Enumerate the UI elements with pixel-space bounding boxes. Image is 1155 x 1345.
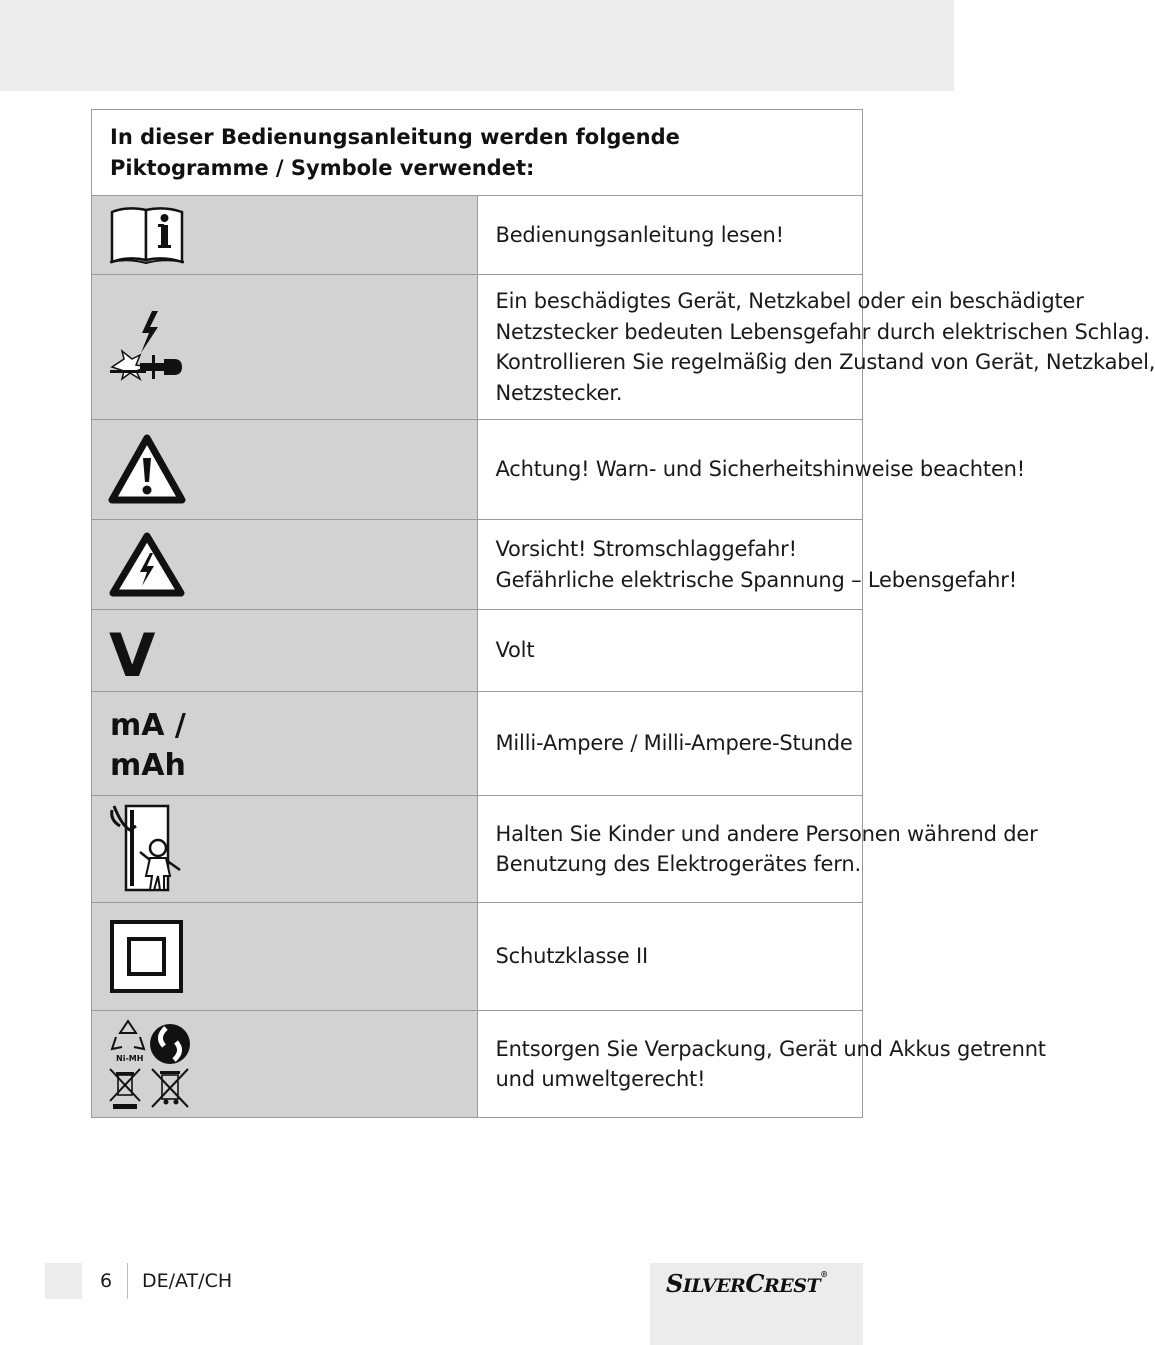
description-line: Netzstecker. bbox=[495, 380, 623, 405]
description-cell bbox=[477, 275, 1155, 420]
description-line: Schutzklasse II bbox=[495, 944, 648, 969]
table-row bbox=[92, 275, 863, 420]
table-row bbox=[92, 903, 863, 1011]
mah-label: mAh bbox=[110, 748, 186, 783]
read-manual-icon bbox=[92, 196, 212, 275]
description-line: Kontrollieren Sie regelmäßig den Zustand von Gerät, Netzkabel, bbox=[495, 350, 1155, 374]
description-line: Bedienungsanleitung lesen! bbox=[495, 222, 784, 247]
description-cell bbox=[477, 520, 1017, 610]
brand-initial: S bbox=[666, 1269, 683, 1298]
description-cell bbox=[477, 796, 1038, 903]
crossed-bin-icon bbox=[152, 1069, 188, 1107]
table-row bbox=[92, 610, 863, 692]
recycle-nimh-icon bbox=[112, 1021, 144, 1063]
description-line: Vorsicht! Stromschlaggefahr! bbox=[495, 537, 797, 561]
icon-cell bbox=[92, 520, 478, 610]
description-line: Milli-Ampere / Milli-Ampere-Stunde bbox=[495, 731, 853, 756]
description-cell bbox=[477, 420, 1025, 520]
disposal-icons bbox=[92, 1011, 212, 1118]
description-line: Entsorgen Sie Verpackung, Gerät und Akkus getrennt bbox=[495, 1036, 1046, 1061]
keep-children-away-icon bbox=[92, 796, 212, 903]
icon-cell bbox=[92, 610, 478, 692]
brand-text: REST bbox=[763, 1275, 821, 1297]
description-cell bbox=[477, 610, 863, 692]
footer-marker bbox=[45, 1263, 82, 1299]
brand-box bbox=[650, 1263, 863, 1345]
header-line-1: In dieser Bedienungsanleitung werden folgende bbox=[110, 124, 680, 149]
table-row bbox=[92, 796, 863, 903]
table-header-row bbox=[92, 110, 863, 196]
milliampere-icon bbox=[110, 706, 186, 786]
brand-text: ILVER bbox=[682, 1275, 746, 1297]
symbol-table bbox=[91, 109, 1155, 1118]
description-line: und umweltgerecht! bbox=[495, 1067, 706, 1091]
crossed-bin-icon bbox=[110, 1069, 140, 1109]
nimh-label: Ni-MH bbox=[116, 1054, 144, 1063]
ma-label: mA / bbox=[110, 708, 186, 743]
top-band bbox=[0, 0, 954, 91]
description-line: Achtung! Warn- und Sicherheitshinweise beachten! bbox=[495, 457, 1025, 482]
description-line: Benutzung des Elektrogerätes fern. bbox=[495, 852, 861, 876]
icon-cell bbox=[92, 196, 478, 275]
table-row bbox=[92, 1011, 863, 1118]
electric-shock-icon bbox=[92, 520, 212, 610]
table-header bbox=[92, 110, 863, 196]
icon-cell bbox=[92, 903, 478, 1011]
description-line: Gefährliche elektrische Spannung – Lebensgefahr! bbox=[495, 567, 1017, 592]
brand-logo bbox=[666, 1269, 828, 1298]
protection-class-ii-icon bbox=[92, 903, 212, 1011]
description-cell bbox=[477, 903, 863, 1011]
icon-cell bbox=[92, 692, 478, 796]
volt-icon bbox=[92, 610, 212, 692]
table-row bbox=[92, 692, 863, 796]
description-cell bbox=[477, 1011, 1046, 1118]
table-row bbox=[92, 520, 863, 610]
description-cell bbox=[477, 196, 863, 275]
brand-initial: C bbox=[745, 1269, 764, 1298]
icon-cell bbox=[92, 796, 478, 903]
damaged-plug-icon bbox=[92, 275, 212, 420]
header-line-2: Piktogramme / Symbole verwendet: bbox=[110, 155, 535, 180]
description-line: Netzstecker bedeuten Lebensgefahr durch elektrischen Schlag. bbox=[495, 319, 1150, 344]
icon-cell bbox=[92, 420, 478, 520]
warning-triangle-icon bbox=[92, 420, 212, 520]
icon-cell bbox=[92, 1011, 478, 1118]
registered-mark: ® bbox=[820, 1269, 828, 1279]
description-line: Volt bbox=[495, 638, 535, 663]
icon-cell bbox=[92, 275, 478, 420]
table-row bbox=[92, 420, 863, 520]
footer-divider bbox=[127, 1263, 128, 1299]
table-row bbox=[92, 196, 863, 275]
green-dot-icon bbox=[150, 1024, 190, 1064]
description-line: Halten Sie Kinder und andere Personen während der bbox=[495, 821, 1038, 846]
page-number: 6 bbox=[100, 1270, 113, 1292]
region-label: DE/AT/CH bbox=[142, 1270, 233, 1292]
volt-symbol: V bbox=[109, 621, 156, 691]
description-line: Ein beschädigtes Gerät, Netzkabel oder ein beschädigter bbox=[495, 289, 1084, 313]
description-cell bbox=[477, 692, 863, 796]
